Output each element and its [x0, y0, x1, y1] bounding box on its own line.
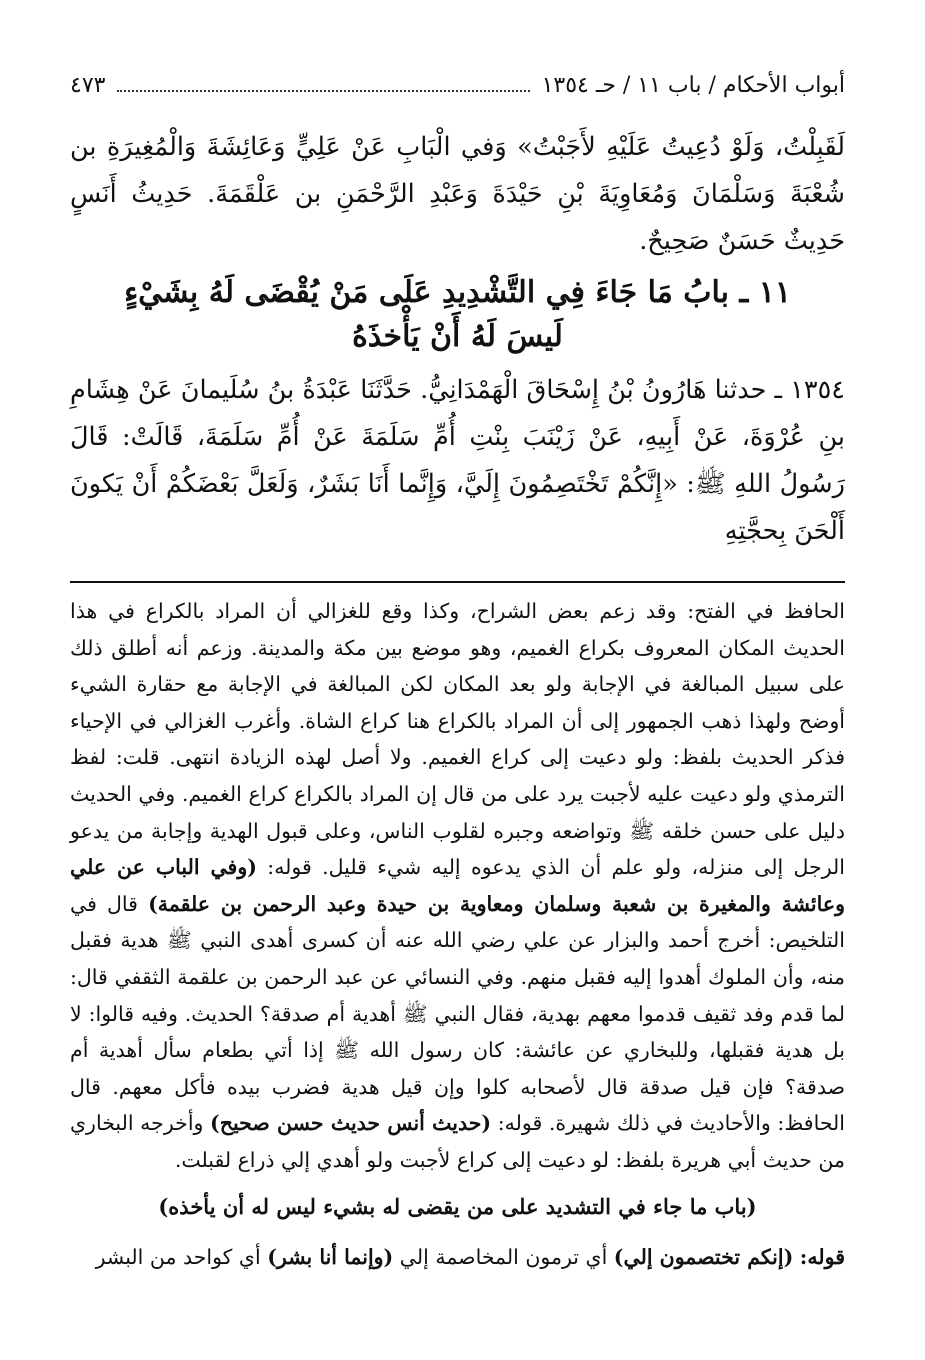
commentary-paragraph-2	[70, 1239, 845, 1276]
commentary-quote: (إنكم تختصمون إلي)	[613, 1245, 794, 1270]
commentary-lead: قوله:	[799, 1245, 845, 1270]
chapter-heading-line-2: لَيسَ لَهُ أَنْ يَأْخذَهُ	[352, 319, 563, 354]
commentary-section-heading: (باب ما جاء في التشديد على من يقضى له بشيء ليس له أن يأخذه)	[158, 1193, 757, 1219]
commentary-text: أي ترمون المخاصمة إلي	[399, 1245, 608, 1270]
running-title: أبواب الأحكام / باب ١١ / حـ ١٣٥٤	[541, 72, 845, 98]
dotted-leader	[117, 90, 529, 92]
book-page	[70, 60, 845, 1340]
commentary-quote: (وفي الباب عن علي وعائشة والمغيرة بن شعبة وسلمان ومعاوية بن حيدة وعبد الرحمن بن علقمة)	[70, 855, 845, 916]
main-text	[70, 124, 845, 555]
commentary-quote: (حديث أنس حديث حسن صحيح)	[210, 1111, 492, 1136]
commentary	[70, 593, 845, 1276]
commentary-quote: (وإنما أنا بشر)	[267, 1245, 394, 1270]
page-number: ٤٧٣	[70, 72, 106, 98]
footnote-divider	[70, 581, 845, 583]
commentary-text: قال في التلخيص: أخرج أحمد والبزار عن علي رضي الله عنه أن كسرى أهدى النبي ﷺ هدية فقبل منه، وأن الملوك أهدوا إليه فقبل منهم. وفي النسائي عن عبد الرحمن بن علقمة الثقفي قال: لما قدم وفد ثقيف قدموا معهم بهدية، فقال النبي ﷺ أهدية أم صدقة؟ الحديث. وفيه قالوا: لا بل هدية فقبلها، وللبخاري عن عائشة: كان رسول الله ﷺ إذا أتي بطعام سأل أهدية أم صدقة؟ فإن قيل صدقة قال لأصحابه كلوا وإن قيل هدية فضرب بيده فأكل معهم. قال الحافظ: والأحاديث في ذلك شهيرة. قوله:	[70, 891, 845, 1136]
commentary-paragraph-1	[70, 593, 845, 1179]
hadith-continuation: لَقَبِلْتُ، وَلَوْ دُعِيتُ عَلَيْهِ لأَجَبْتُ» وَفي الْبَابِ عَنْ عَلِيٍّ وَعَائِشَةَ وَالْمُغِيرَةِ بن شُعْبَةَ وَسَلْمَانَ وَمُعَاوِيَةَ بْنِ حَيْدَةَ وَعَبْدِ الرَّحْمَنِ بن عَلْقَمَةَ. حَدِيثُ أَنَسٍ حَدِيثٌ حَسَنٌ صَحِيحٌ.	[70, 132, 845, 256]
chapter-heading	[70, 271, 845, 359]
chapter-heading-line-1: ١١ ـ بابُ مَا جَاءَ فِي التَّشْدِيدِ عَلَى مَنْ يُقْضَى لَهُ بِشَيْءٍ	[124, 275, 791, 310]
hadith-text: ١٣٥٤ ـ حدثنا هَارُونُ بْنُ إِسْحَاقَ الْهَمْدَانِيُّ. حَدَّثَنَا عَبْدَةُ بنُ سُلَيمانَ عَنْ هِشَامِ بنِ عُرْوَةَ، عَنْ أَبِيهِ، عَنْ زَيْنَبَ بِنْتِ أُمِّ سَلَمَةَ عَنْ أُمِّ سَلَمَةَ، قَالَتْ: قَالَ رَسُولُ اللهِ ﷺ: «إِنَّكُمْ تَخْتَصِمُونَ إِلَيَّ، وَإِنَّما أَنَا بَشَرٌ، وَلَعَلَّ بَعْضَكُمْ أَنْ يَكونَ أَلْحَنَ بِحجَّتِهِ	[70, 375, 845, 546]
commentary-text: وأخرجه البخاري من حديث أبي هريرة بلفظ: لو دعيت إلى كراع لأجبت ولو أهدي إلي ذراع لقبلت.	[70, 1111, 845, 1172]
commentary-text: الحافظ في الفتح: وقد زعم بعض الشراح، وكذا وقع للغزالي أن المراد بالكراع في هذا الحديث المكان المعروف بكراع الغميم، وهو موضع بين مكة والمدينة. وزعم أنه أطلق ذلك على سبيل المبالغة في الإجابة ولو بعد المكان لكن المبالغة في الإجابة مع حقارة الشيء أوضح ولهذا ذهب الجمهور إلى أن المراد بالكراع هنا كراع الشاة. وأغرب الغزالي في الإحياء فذكر الحديث بلفظ: ولو دعيت إلى كراع الغميم. ولا أصل لهذه الزيادة انتهى. قلت: لفظ الترمذي ولو دعيت عليه لأجبت يرد على من قال إن المراد بالكراع كراع الغميم. وفي الحديث دليل على حسن خلقه ﷺ وتواضعه وجبره لقلوب الناس، وعلى قبول الهدية وإجابة من يدعو الرجل إلى منزله، ولو علم أن الذي يدعوه إليه شيء قليل. قوله:	[70, 599, 845, 880]
page-header	[70, 68, 845, 102]
commentary-text: أي كواحد من البشر	[95, 1245, 261, 1270]
